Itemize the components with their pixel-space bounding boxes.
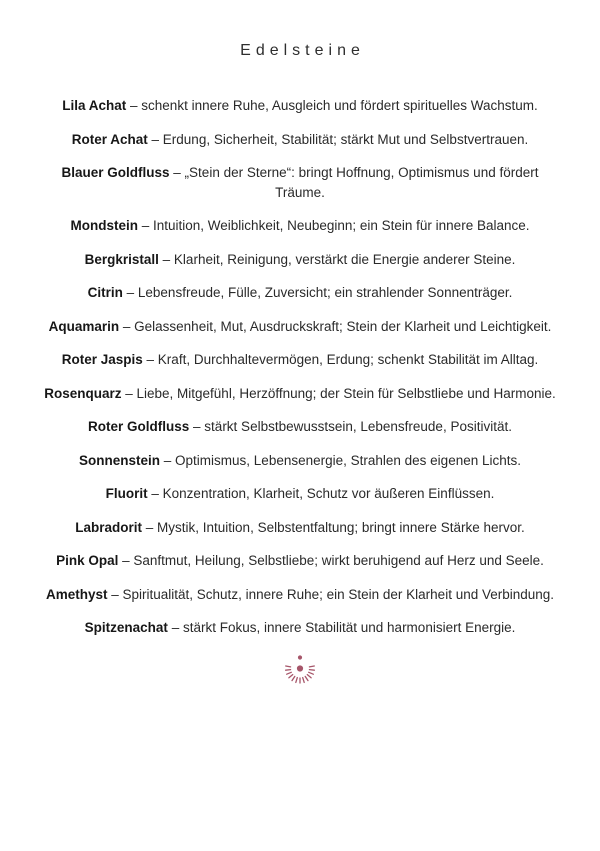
gem-name: Lila Achat <box>62 98 127 113</box>
gem-desc: – Sanftmut, Heilung, Selbstliebe; wirkt beruhigend auf Herz und Seele. <box>122 553 544 568</box>
gem-desc: – Optimismus, Lebensenergie, Strahlen des eigenen Lichts. <box>163 452 521 468</box>
gem-item-citrin <box>43 283 557 303</box>
gem-name: Spitzenachat <box>84 620 168 635</box>
gem-item-labradorit <box>43 518 557 538</box>
gem-desc: – Lebensfreude, Fülle, Zuversicht; ein strahlender Sonnenträger. <box>126 285 513 300</box>
gem-desc: – Intuition, Weiblichkeit, Neubeginn; ein Stein für innere Balance. <box>141 218 530 233</box>
gem-item-blauer-goldfluss <box>43 163 557 202</box>
gem-item-roter-jaspis <box>43 350 557 370</box>
gem-item-rosenquarz <box>43 384 557 404</box>
gem-name: Labradorit <box>75 519 143 535</box>
gem-desc: – schenkt innere Ruhe, Ausgleich und fördert spirituelles Wachstum. <box>130 98 538 113</box>
gem-name: Amethyst <box>45 586 108 602</box>
gem-name: Pink Opal <box>56 553 119 568</box>
gem-item-roter-achat <box>43 130 557 150</box>
gem-item-sonnenstein <box>43 451 557 471</box>
gem-desc: – Gelassenheit, Mut, Ausdruckskraft; Stein der Klarheit und Leichtigkeit. <box>122 318 552 334</box>
gem-item-roter-goldfluss <box>43 417 557 437</box>
gem-item-bergkristall <box>43 250 557 270</box>
gem-name: Citrin <box>87 285 123 300</box>
gem-name: Roter Jaspis <box>61 352 143 367</box>
gem-desc: – stärkt Fokus, innere Stabilität und harmonisiert Energie. <box>171 620 516 635</box>
gem-item-lila-achat <box>43 96 557 116</box>
footer-ornament <box>0 652 600 697</box>
gem-desc: – Spiritualität, Schutz, innere Ruhe; ein Stein der Klarheit und Verbindung. <box>111 586 555 602</box>
gem-item-aquamarin <box>43 317 557 337</box>
gem-desc: – Konzentration, Klarheit, Schutz vor äußeren Einflüssen. <box>151 486 495 501</box>
gem-desc: – Erdung, Sicherheit, Stabilität; stärkt Mut und Selbstvertrauen. <box>151 131 529 147</box>
gem-desc: – Klarheit, Reinigung, verstärkt die Energie anderer Steine. <box>162 251 516 267</box>
gem-name: Rosenquarz <box>44 385 122 401</box>
gem-item-spitzenachat <box>43 618 557 638</box>
gem-name: Fluorit <box>105 486 148 501</box>
gem-name: Bergkristall <box>84 251 159 267</box>
gem-desc: – „Stein der Sterne“: bringt Hoffnung, Optimismus und fördert Träume. <box>173 165 539 200</box>
gemstone-list <box>43 96 557 638</box>
sunburst-ornament-icon <box>270 652 330 692</box>
gem-desc: – Kraft, Durchhaltevermögen, Erdung; schenkt Stabilität im Alltag. <box>146 352 539 367</box>
gem-name: Aquamarin <box>48 318 120 334</box>
gem-desc: – Liebe, Mitgefühl, Herzöffnung; der Stein für Selbstliebe und Harmonie. <box>125 385 556 401</box>
gem-name: Blauer Goldfluss <box>61 165 170 180</box>
gem-desc: – stärkt Selbstbewusstsein, Lebensfreude, Positivität. <box>193 419 512 434</box>
gem-item-amethyst <box>43 585 557 605</box>
gem-item-mondstein <box>43 216 557 236</box>
gem-name: Roter Achat <box>71 131 148 147</box>
gem-item-fluorit <box>43 484 557 504</box>
gem-name: Roter Goldfluss <box>88 419 190 434</box>
gem-name: Sonnenstein <box>79 452 161 468</box>
gem-desc: – Mystik, Intuition, Selbstentfaltung; bringt innere Stärke hervor. <box>145 519 525 535</box>
page-title: Edelsteine <box>240 42 365 59</box>
gem-name: Mondstein <box>70 218 138 233</box>
gem-item-pink-opal <box>43 551 557 571</box>
